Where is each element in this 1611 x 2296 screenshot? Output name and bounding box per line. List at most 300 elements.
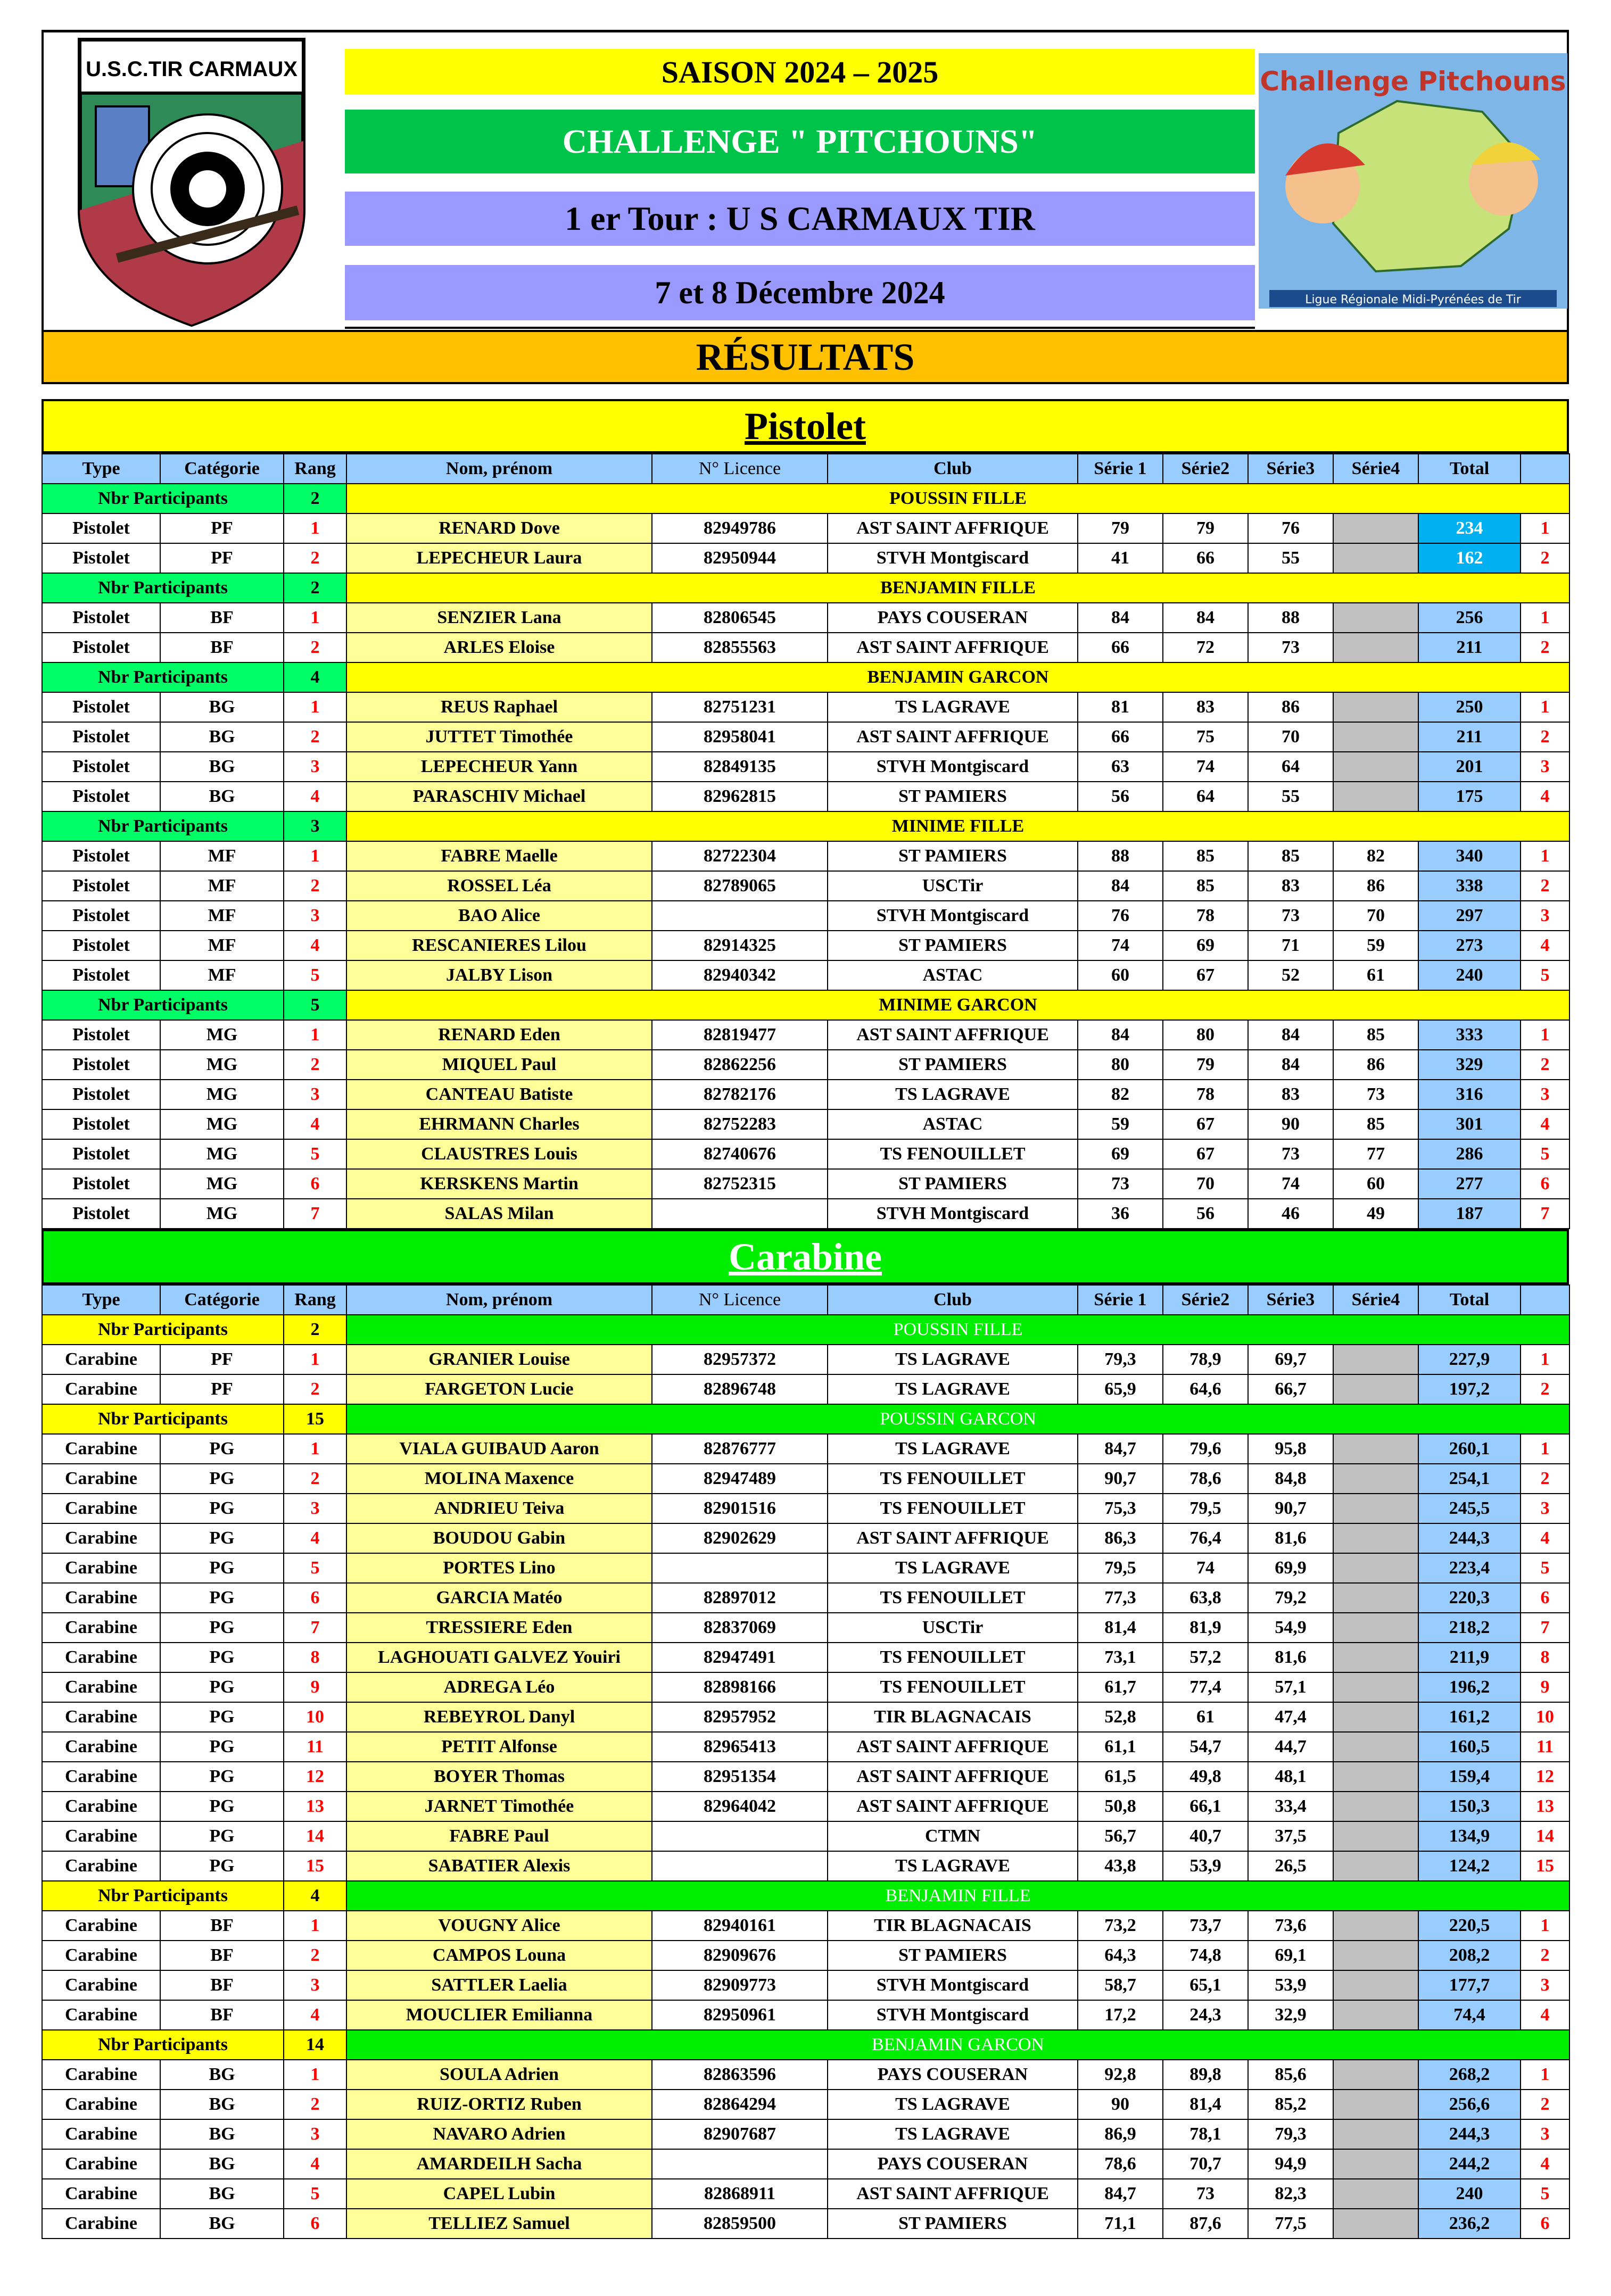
cell-serie2: 73 [1163,2179,1248,2209]
cell-place: 1 [1521,603,1569,633]
cell-serie3: 73,6 [1248,1911,1333,1941]
cell-place: 2 [1521,543,1569,573]
cell-club: TS LAGRAVE [828,1345,1078,1374]
table-row [42,1080,1569,1109]
cell-serie4 [1333,633,1418,662]
cell-nom: FABRE Maelle [346,841,652,871]
cell-nom: ARLES Eloise [346,633,652,662]
cell-club: CTMN [828,1821,1078,1851]
cell-nom: SATTLER Laelia [346,1970,652,2000]
cell-place: 1 [1521,1434,1569,1464]
cell-serie2: 81,9 [1163,1613,1248,1643]
cell-total: 340 [1418,841,1521,871]
cell-serie2: 78,1 [1163,2119,1248,2149]
cell-type: Pistolet [42,1109,160,1139]
cell-type: Carabine [42,1911,160,1941]
participants-count: 14 [284,2030,346,2060]
cell-nom: CLAUSTRES Louis [346,1139,652,1169]
cell-club: ST PAMIERS [828,1050,1078,1080]
cell-rang: 14 [284,1821,346,1851]
participants-count: 4 [284,1881,346,1911]
category-label: MINIME GARCON [346,990,1569,1020]
cell-club: PAYS COUSERAN [828,2149,1078,2179]
category-label: POUSSIN FILLE [346,1315,1569,1345]
cell-serie2: 76,4 [1163,1523,1248,1553]
cell-total: 256,6 [1418,2090,1521,2119]
cell-total: 333 [1418,1020,1521,1050]
cell-serie1: 64,3 [1078,1941,1163,1970]
cell-total: 124,2 [1418,1851,1521,1881]
cell-serie1: 43,8 [1078,1851,1163,1881]
cell-club: AST SAINT AFFRIQUE [828,513,1078,543]
cell-licence: 82964042 [652,1792,828,1821]
cell-type: Carabine [42,1553,160,1583]
cell-total: 250 [1418,692,1521,722]
cell-serie4 [1333,1345,1418,1374]
cell-serie2: 79 [1163,1050,1248,1080]
column-header-row [42,454,1569,484]
cell-type: Pistolet [42,1080,160,1109]
cell-serie2: 85 [1163,871,1248,901]
cell-serie1: 41 [1078,543,1163,573]
cell-serie3: 81,6 [1248,1523,1333,1553]
cell-nom: SOULA Adrien [346,2060,652,2090]
cell-serie3: 26,5 [1248,1851,1333,1881]
cell-serie2: 73,7 [1163,1911,1248,1941]
cell-type: Pistolet [42,960,160,990]
cell-serie1: 76 [1078,901,1163,931]
cell-licence: 82914325 [652,931,828,960]
table-row [42,2060,1569,2090]
table-row [42,2179,1569,2209]
cell-club: TS LAGRAVE [828,1434,1078,1464]
group-header-row [42,1881,1569,1911]
cell-serie4: 61 [1333,960,1418,990]
cell-rang: 12 [284,1762,346,1792]
cell-place: 2 [1521,633,1569,662]
cell-nom: RUIZ-ORTIZ Ruben [346,2090,652,2119]
cell-licence: 82868911 [652,2179,828,2209]
cell-categorie: PG [160,1851,284,1881]
cell-place: 2 [1521,1464,1569,1494]
cell-club: AST SAINT AFFRIQUE [828,633,1078,662]
participants-count: 2 [284,484,346,513]
cell-type: Carabine [42,1821,160,1851]
cell-serie4 [1333,1851,1418,1881]
cell-total: 240 [1418,2179,1521,2209]
cell-type: Pistolet [42,1199,160,1229]
cell-serie4 [1333,1732,1418,1762]
cell-categorie: MF [160,841,284,871]
table-row [42,1109,1569,1139]
cell-serie1: 60 [1078,960,1163,990]
cell-type: Pistolet [42,1139,160,1169]
cell-club: TS LAGRAVE [828,1851,1078,1881]
col-type-header: Type [42,454,160,484]
cell-place: 4 [1521,1109,1569,1139]
cell-licence: 82864294 [652,2090,828,2119]
cell-licence: 82751231 [652,692,828,722]
cell-serie4: 85 [1333,1020,1418,1050]
cell-serie4: 60 [1333,1169,1418,1199]
cell-serie1: 84 [1078,871,1163,901]
col-total-header: Total [1418,1285,1521,1315]
cell-total: 244,3 [1418,1523,1521,1553]
cell-club: TS LAGRAVE [828,1080,1078,1109]
cell-serie2: 78,6 [1163,1464,1248,1494]
cell-categorie: MF [160,871,284,901]
cell-type: Carabine [42,2179,160,2209]
cell-type: Carabine [42,1732,160,1762]
cell-place: 6 [1521,2209,1569,2239]
cell-serie4: 49 [1333,1199,1418,1229]
cell-serie4: 77 [1333,1139,1418,1169]
table-row [42,1643,1569,1672]
cell-total: 161,2 [1418,1702,1521,1732]
cell-serie2: 74 [1163,1553,1248,1583]
participants-label: Nbr Participants [42,2030,284,2060]
cell-club: TS LAGRAVE [828,1553,1078,1583]
participants-count: 2 [284,1315,346,1345]
cell-serie1: 79 [1078,513,1163,543]
cell-licence: 82897012 [652,1583,828,1613]
cell-type: Carabine [42,1523,160,1553]
cell-categorie: MG [160,1050,284,1080]
cell-nom: JALBY Lison [346,960,652,990]
cell-rang: 5 [284,1139,346,1169]
cell-serie3: 79,2 [1248,1583,1333,1613]
cell-serie2: 57,2 [1163,1643,1248,1672]
cell-serie1: 84,7 [1078,2179,1163,2209]
cell-serie2: 83 [1163,692,1248,722]
cell-place: 5 [1521,960,1569,990]
cell-nom: VIALA GUIBAUD Aaron [346,1434,652,1464]
group-header-row [42,811,1569,841]
cell-type: Carabine [42,2149,160,2179]
table-row [42,513,1569,543]
cell-licence: 82782176 [652,1080,828,1109]
cell-place: 2 [1521,1050,1569,1080]
tour-band: 1 er Tour : U S CARMAUX TIR [345,192,1255,246]
cell-club: STVH Montgiscard [828,752,1078,782]
cell-place: 7 [1521,1199,1569,1229]
cell-type: Carabine [42,1434,160,1464]
cell-rang: 7 [284,1199,346,1229]
cell-licence: 82909676 [652,1941,828,1970]
table-row [42,1553,1569,1583]
participants-label: Nbr Participants [42,484,284,513]
cell-nom: LAGHOUATI GALVEZ Youiri [346,1643,652,1672]
table-row [42,960,1569,990]
cell-type: Pistolet [42,901,160,931]
cell-total: 74,4 [1418,2000,1521,2030]
cell-categorie: BF [160,1911,284,1941]
club-logo [75,35,309,327]
cell-total: 220,5 [1418,1911,1521,1941]
cell-nom: MIQUEL Paul [346,1050,652,1080]
cell-rang: 3 [284,2119,346,2149]
cell-nom: CANTEAU Batiste [346,1080,652,1109]
cell-total: 134,9 [1418,1821,1521,1851]
participants-label: Nbr Participants [42,811,284,841]
cell-serie1: 65,9 [1078,1374,1163,1404]
cell-serie4 [1333,1523,1418,1553]
cell-rang: 5 [284,2179,346,2209]
cell-rang: 5 [284,1553,346,1583]
table-row [42,1970,1569,2000]
participants-label: Nbr Participants [42,1881,284,1911]
cell-licence: 82849135 [652,752,828,782]
cell-categorie: BG [160,692,284,722]
cell-serie1: 73,1 [1078,1643,1163,1672]
table-row [42,2000,1569,2030]
cell-categorie: BG [160,722,284,752]
cell-club: TS LAGRAVE [828,2119,1078,2149]
cell-serie2: 72 [1163,633,1248,662]
cell-nom: RENARD Eden [346,1020,652,1050]
table-row [42,1792,1569,1821]
participants-count: 2 [284,573,346,603]
cell-categorie: BF [160,633,284,662]
cell-club: AST SAINT AFFRIQUE [828,1523,1078,1553]
col-serie3-header: Série3 [1248,1285,1333,1315]
table-row [42,2119,1569,2149]
cell-rang: 2 [284,633,346,662]
results-title: RÉSULTATS [42,330,1569,384]
cell-licence: 82957952 [652,1702,828,1732]
cell-serie2: 84 [1163,603,1248,633]
cell-serie1: 73,2 [1078,1911,1163,1941]
cell-serie3: 86 [1248,692,1333,722]
category-label: MINIME FILLE [346,811,1569,841]
cell-serie2: 79,6 [1163,1434,1248,1464]
cell-type: Pistolet [42,603,160,633]
cell-total: 297 [1418,901,1521,931]
cell-place: 1 [1521,841,1569,871]
cell-rang: 2 [284,871,346,901]
cell-place: 6 [1521,1583,1569,1613]
cell-serie4: 59 [1333,931,1418,960]
cell-serie2: 79,5 [1163,1494,1248,1523]
cell-categorie: BF [160,1970,284,2000]
cell-serie3: 70 [1248,722,1333,752]
cell-serie4 [1333,1434,1418,1464]
cell-serie2: 54,7 [1163,1732,1248,1762]
cell-serie2: 67 [1163,960,1248,990]
cell-licence: 82951354 [652,1762,828,1792]
cell-club: STVH Montgiscard [828,543,1078,573]
cell-categorie: PG [160,1792,284,1821]
cell-rang: 4 [284,1109,346,1139]
cell-serie2: 89,8 [1163,2060,1248,2090]
table-row [42,1020,1569,1050]
cell-serie3: 84 [1248,1020,1333,1050]
participants-count: 4 [284,662,346,692]
cell-serie1: 81,4 [1078,1613,1163,1643]
cell-club: TS LAGRAVE [828,2090,1078,2119]
table-row [42,1199,1569,1229]
participants-label: Nbr Participants [42,990,284,1020]
col-serie3-header: Série3 [1248,454,1333,484]
cell-nom: RESCANIERES Lilou [346,931,652,960]
cell-place: 2 [1521,722,1569,752]
cell-licence: 82962815 [652,782,828,811]
col-nom-header: Nom, prénom [346,1285,652,1315]
cell-type: Pistolet [42,871,160,901]
cell-serie4 [1333,2209,1418,2239]
cell-type: Carabine [42,1702,160,1732]
cell-licence [652,2149,828,2179]
cell-total: 160,5 [1418,1732,1521,1762]
cell-place: 6 [1521,1169,1569,1199]
cell-categorie: MG [160,1199,284,1229]
cell-serie2: 49,8 [1163,1762,1248,1792]
cell-club: TS FENOUILLET [828,1464,1078,1494]
cell-serie3: 81,6 [1248,1643,1333,1672]
cell-serie4 [1333,513,1418,543]
cell-rang: 1 [284,1911,346,1941]
cell-categorie: PG [160,1494,284,1523]
cell-licence: 82863596 [652,2060,828,2090]
cell-licence: 82896748 [652,1374,828,1404]
cell-serie2: 66,1 [1163,1792,1248,1821]
cell-categorie: BG [160,2149,284,2179]
cell-rang: 4 [284,931,346,960]
cell-serie4 [1333,1613,1418,1643]
cell-rang: 2 [284,722,346,752]
cell-serie3: 73 [1248,901,1333,931]
cell-type: Pistolet [42,1169,160,1199]
cell-serie4 [1333,2090,1418,2119]
cell-total: 211 [1418,722,1521,752]
cell-club: AST SAINT AFFRIQUE [828,2179,1078,2209]
cell-place: 5 [1521,1553,1569,1583]
cell-categorie: PG [160,1821,284,1851]
cell-categorie: MF [160,901,284,931]
dates-rule [345,327,1255,329]
cell-licence [652,1199,828,1229]
cell-nom: BOYER Thomas [346,1762,652,1792]
cell-categorie: MG [160,1109,284,1139]
cell-categorie: PF [160,1345,284,1374]
cell-type: Carabine [42,1970,160,2000]
col-total-header: Total [1418,454,1521,484]
cell-serie3: 94,9 [1248,2149,1333,2179]
cell-licence: 82965413 [652,1732,828,1762]
cell-categorie: PG [160,1523,284,1553]
cell-club: STVH Montgiscard [828,1970,1078,2000]
cell-categorie: BF [160,2000,284,2030]
cell-serie2: 80 [1163,1020,1248,1050]
cell-total: 329 [1418,1050,1521,1080]
group-header-row [42,1404,1569,1434]
cell-rang: 3 [284,752,346,782]
cell-total: 177,7 [1418,1970,1521,2000]
cell-serie4: 86 [1333,1050,1418,1080]
cell-licence: 82949786 [652,513,828,543]
participants-count: 15 [284,1404,346,1434]
cell-licence [652,901,828,931]
cell-place: 1 [1521,1020,1569,1050]
cell-licence: 82950961 [652,2000,828,2030]
cell-rang: 1 [284,692,346,722]
cell-total: 338 [1418,871,1521,901]
table-row [42,1672,1569,1702]
cell-nom: LEPECHEUR Yann [346,752,652,782]
cell-total: 196,2 [1418,1672,1521,1702]
pistolet-table [42,453,1570,1229]
cell-serie2: 74,8 [1163,1941,1248,1970]
cell-serie2: 64 [1163,782,1248,811]
cell-categorie: PG [160,1613,284,1643]
col-rang-header: Rang [284,1285,346,1315]
cell-serie2: 79 [1163,513,1248,543]
cell-licence [652,1553,828,1583]
cell-place: 8 [1521,1643,1569,1672]
cell-nom: MOLINA Maxence [346,1464,652,1494]
cell-licence: 82947489 [652,1464,828,1494]
cell-club: ST PAMIERS [828,841,1078,871]
cell-nom: RENARD Dove [346,513,652,543]
cell-serie4 [1333,1672,1418,1702]
cell-nom: CAMPOS Louna [346,1941,652,1970]
cell-licence [652,1851,828,1881]
table-row [42,841,1569,871]
cell-serie3: 73 [1248,633,1333,662]
cell-serie3: 64 [1248,752,1333,782]
cell-nom: GARCIA Matéo [346,1583,652,1613]
table-row [42,603,1569,633]
table-row [42,1732,1569,1762]
category-label: BENJAMIN FILLE [346,573,1569,603]
cell-serie1: 61,1 [1078,1732,1163,1762]
cell-nom: ANDRIEU Teiva [346,1494,652,1523]
cell-club: ST PAMIERS [828,931,1078,960]
cell-rang: 6 [284,2209,346,2239]
participants-label: Nbr Participants [42,1404,284,1434]
cell-club: ST PAMIERS [828,782,1078,811]
cell-place: 1 [1521,513,1569,543]
cell-licence: 82957372 [652,1345,828,1374]
table-row [42,1911,1569,1941]
cell-categorie: PG [160,1553,284,1583]
cell-rang: 2 [284,1050,346,1080]
cell-serie2: 81,4 [1163,2090,1248,2119]
group-header-row [42,2030,1569,2060]
cell-place: 9 [1521,1672,1569,1702]
cell-categorie: BG [160,752,284,782]
carabine-table [42,1284,1570,2239]
cell-serie3: 73 [1248,1139,1333,1169]
cell-rang: 9 [284,1672,346,1702]
cell-club: TS LAGRAVE [828,692,1078,722]
cell-licence: 82907687 [652,2119,828,2149]
cell-serie3: 95,8 [1248,1434,1333,1464]
cell-rang: 2 [284,2090,346,2119]
cell-serie3: 82,3 [1248,2179,1333,2209]
cell-type: Carabine [42,1851,160,1881]
table-row [42,1821,1569,1851]
cell-type: Pistolet [42,722,160,752]
table-row [42,1702,1569,1732]
cell-rang: 2 [284,1464,346,1494]
table-row [42,1050,1569,1080]
cell-rang: 11 [284,1732,346,1762]
participants-count: 5 [284,990,346,1020]
cell-total: 316 [1418,1080,1521,1109]
category-label: POUSSIN FILLE [346,484,1569,513]
cell-rang: 1 [284,1345,346,1374]
